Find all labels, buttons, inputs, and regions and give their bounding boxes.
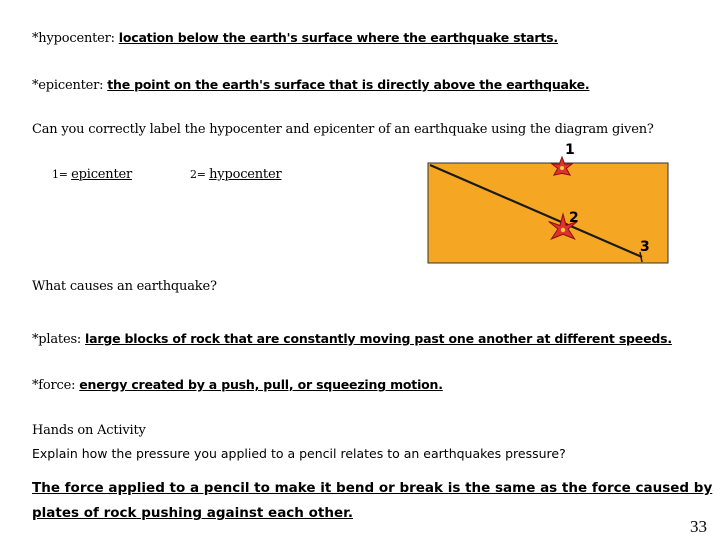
epicenter-dot-icon [560,166,564,170]
ground-block [428,163,668,263]
question-label-diagram: Can you correctly label the hypocenter and epicenter of an earthquake using the diagram given? [32,122,654,137]
diagram-label-1: 1 [565,142,575,158]
activity-heading: Hands on Activity [32,423,146,438]
activity-prompt: Explain how the pressure you applied to a pencil relates to an earthquakes pressure? [32,446,566,461]
answer-1-value: epicenter [71,167,132,182]
answer-2-value: hypocenter [209,167,282,182]
force-term: *force: [32,378,80,393]
page-number: 33 [690,517,707,536]
diagram-label-2: 2 [569,210,579,226]
question-causes: What causes an earthquake? [32,279,217,294]
hypocenter-def: location below the earth's surface where the earthquake starts. [118,30,558,45]
epicenter-def: the point on the earth's surface that is directly above the earthquake. [107,77,590,92]
plates-definition [32,331,672,347]
activity-answer-line-2: plates of rock pushing against each other. [32,505,353,521]
epicenter-term: *epicenter: [32,78,108,93]
diagram-label-3: 3 [640,239,650,255]
answer-2-prefix: 2= [190,168,210,181]
force-definition [32,377,443,393]
hypocenter-dot-icon [561,228,565,232]
plates-term: *plates: [32,332,86,347]
force-def: energy created by a push, pull, or squeezing motion. [79,377,443,392]
activity-answer-line-1: The force applied to a pencil to make it bend or break is the same as the force caused by [32,480,713,496]
answer-1-prefix: 1= [52,168,72,181]
plates-def: large blocks of rock that are constantly moving past one another at different speeds. [85,331,672,346]
hypocenter-term: *hypocenter: [32,31,119,46]
